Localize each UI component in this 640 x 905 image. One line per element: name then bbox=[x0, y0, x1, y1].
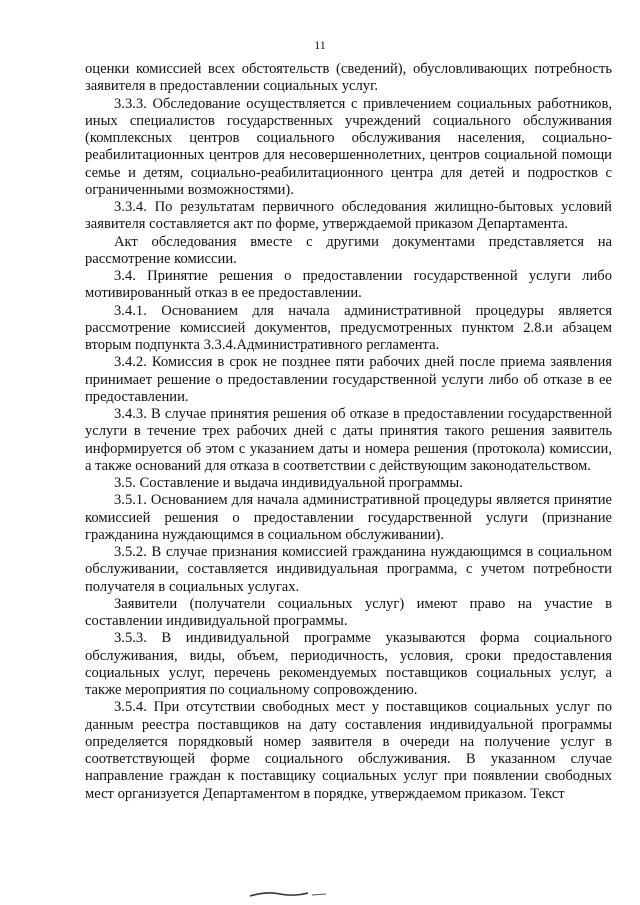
paragraph-3-5-1: 3.5.1. Основанием для начала административной процедуры является принятие комиссией решения о предоставлении государственной услуги (признание гражданина нуждающимся в социальном обслуживании). bbox=[85, 492, 612, 543]
paragraph-3-5-4: 3.5.4. При отсутствии свободных мест у поставщиков социальных услуг по данным реестра поставщиков на дату составления индивидуальной программы определяется порядковый номер заявителя в очереди на получение услуг в соответствующей форме социального обслуживания. В указанном случае направление граждан к поставщику социальных услуг при появлении свободных мест организуется Департаментом в порядке, утверждаемом приказом. Текст bbox=[85, 699, 612, 802]
paragraph-3-4-2: 3.4.2. Комиссия в срок не позднее пяти рабочих дней после приема заявления принимает решение о предоставлении государственной услуги либо об отказе в ее предоставлении. bbox=[85, 354, 612, 405]
paragraph-applicants-right: Заявители (получатели социальных услуг) имеют право на участие в составлении индивидуальной программы. bbox=[85, 595, 612, 629]
paragraph-3-4: 3.4. Принятие решения о предоставлении государственной услуги либо мотивированный отказ в ее предоставлении. bbox=[85, 268, 612, 302]
page-number: 11 bbox=[314, 38, 326, 52]
paragraph-3-4-1: 3.4.1. Основанием для начала административной процедуры является рассмотрение комиссией документов, предусмотренных пунктом 2.8.и абзацем вторым подпункта 3.3.4.Административного регламента. bbox=[85, 302, 612, 353]
paragraph-3-4-3: 3.4.3. В случае принятия решения об отказе в предоставлении государственной услуги в течение трех рабочих дней с даты принятия такого решения заявитель информируется об этом с указанием даты и номера решения (протокола) комиссии, а также оснований для отказа в соответствии с действующим законодательством. bbox=[85, 406, 612, 474]
paragraph-3-5: 3.5. Составление и выдача индивидуальной программы. bbox=[114, 475, 463, 491]
paragraph-3-5-3: 3.5.3. В индивидуальной программе указываются форма социального обслуживания, виды, объем, периодичность, условия, сроки предоставления социальных услуг, перечень рекомендуемых поставщиков социальных услуг, а также мероприятия по социальному сопровождению. bbox=[85, 630, 612, 698]
document-body bbox=[85, 61, 612, 803]
scan-smudge-mark bbox=[248, 889, 328, 899]
paragraph-3-3-3: 3.3.3. Обследование осуществляется с привлечением социальных работников, иных специалистов государственных учреждений социального обслуживания (комплексных центров социального обслуживания населения, социально-реабилитационных центров для несовершеннолетних, центров социальной помощи семье и детям, социально-реабилитационного центра для детей и подростков с ограниченными возможностями). bbox=[85, 95, 612, 198]
paragraph-3-3-4: 3.3.4. По результатам первичного обследования жилищно-бытовых условий заявителя составляется акт по форме, утверждаемой приказом Департамента. bbox=[85, 199, 612, 233]
paragraph-act-inspection: Акт обследования вместе с другими документами представляется на рассмотрение комиссии. bbox=[85, 233, 612, 267]
paragraph-3-5-2: 3.5.2. В случае признания комиссией гражданина нуждающимся в социальном обслуживании, составляется индивидуальная программа, с учетом потребности получателя в социальных услугах. bbox=[85, 544, 612, 595]
paragraph-continuation: оценки комиссией всех обстоятельств (сведений), обусловливающих потребность заявителя в предоставлении социальных услуг. bbox=[85, 61, 612, 95]
